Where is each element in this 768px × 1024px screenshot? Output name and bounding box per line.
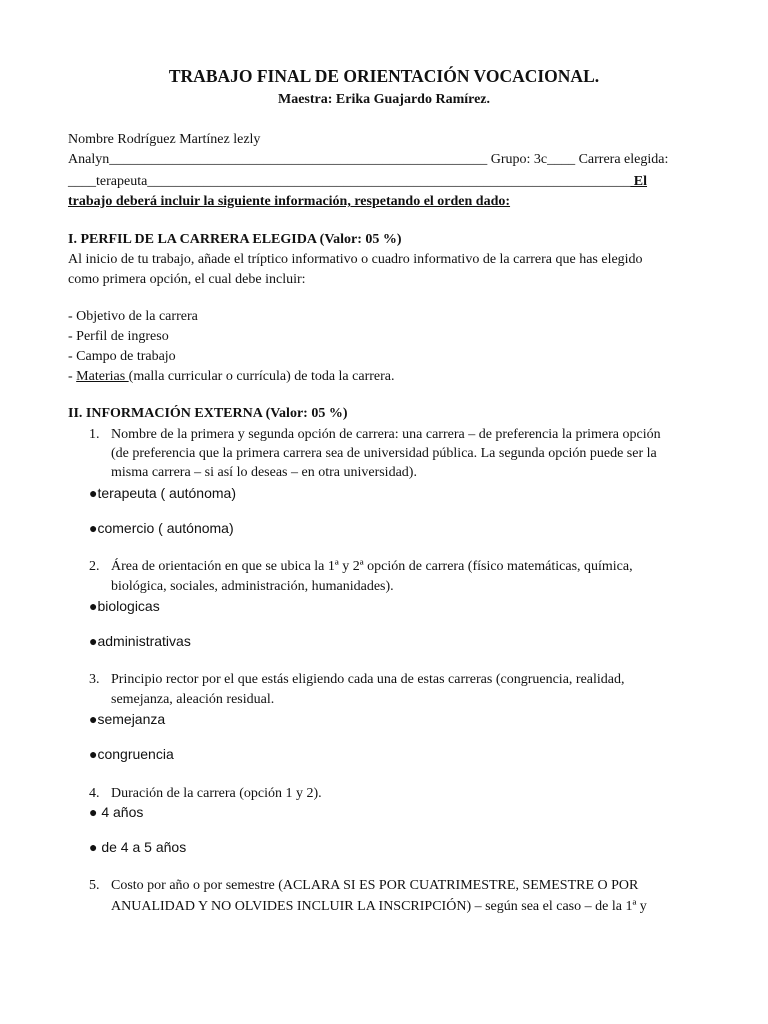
answer-4a: ● 4 años [89,804,144,820]
question-4-number: 4. [89,786,100,801]
instructions-heading: trabajo deberá incluir la siguiente información, respetando el orden dado: [68,194,511,209]
name-line: Nombre Rodríguez Martínez lezly [68,132,261,147]
question-3-number: 3. [89,672,100,687]
answer-4b: ● de 4 a 5 años [89,839,187,855]
section1-item-objective: - Objetivo de la carrera [68,309,198,324]
question-4-line1: Duración de la carrera (opción 1 y 2). [111,786,322,801]
section1-item-field: - Campo de trabajo [68,349,176,364]
question-1-number: 1. [89,427,100,442]
section1-text-line2: como primera opción, el cual debe incluir: [68,272,306,287]
question-3-line2: semejanza, aleación residual. [111,692,275,707]
section2-heading: II. INFORMACIÓN EXTERNA (Valor: 05 %) [68,406,348,421]
document-subtitle: Maestra: Erika Guajardo Ramírez. [277,92,491,107]
question-2-number: 2. [89,559,100,574]
document-title: TRABAJO FINAL DE ORIENTACIÓN VOCACIONAL. [168,66,600,86]
subjects-link: Materias [76,369,129,384]
question-5-line1: Costo por año o por semestre (ACLARA SI ES POR CUATRIMESTRE, SEMESTRE O POR [111,878,639,893]
answer-3b: ●congruencia [89,746,174,762]
answer-2b: ●administrativas [89,633,191,649]
answer-1a: ●terapeuta ( autónoma) [89,485,236,501]
career-value: ____terapeuta_____________________________________________________________________ [68,174,631,189]
career-line-bold: El [630,174,648,189]
question-5-line2: ANUALIDAD Y NO OLVIDES INCLUIR LA INSCRIPCIÓN) – según sea el caso – de la 1ª y [111,899,647,914]
career-line [68,172,647,192]
question-1-line1: Nombre de la primera y segunda opción de carrera: una carrera – de preferencia la primera opción [111,427,661,442]
question-5-number: 5. [89,878,100,893]
section1-item-subjects: - Materias (malla curricular o currícula) de toda la carrera. [68,369,395,384]
answer-2a: ●biologicas [89,598,160,614]
section1-text-line1: Al inicio de tu trabajo, añade el tríptico informativo o cuadro informativo de la carrera que has elegido [68,252,643,267]
question-1-line2: (de preferencia que la primera carrera sea de universidad pública. La segunda opción puede ser la [111,446,657,461]
section1-heading: I. PERFIL DE LA CARRERA ELEGIDA (Valor: 05 %) [68,232,402,247]
question-1-line3: misma carrera – si así lo deseas – en otra universidad). [111,465,417,480]
answer-1b: ●comercio ( autónoma) [89,520,234,536]
name-group-career-line: Analyn______________________________________________________ Grupo: 3c____ Carrera elegida: [68,152,669,167]
question-2-line2: biológica, sociales, administración, humanidades). [111,579,394,594]
question-3-line1: Principio rector por el que estás eligiendo cada una de estas carreras (congruencia, realidad, [111,672,625,687]
section1-item-profile: - Perfil de ingreso [68,329,169,344]
question-2-line1: Área de orientación en que se ubica la 1ª y 2ª opción de carrera (físico matemáticas, química, [111,559,633,574]
answer-3a: ●semejanza [89,711,166,727]
